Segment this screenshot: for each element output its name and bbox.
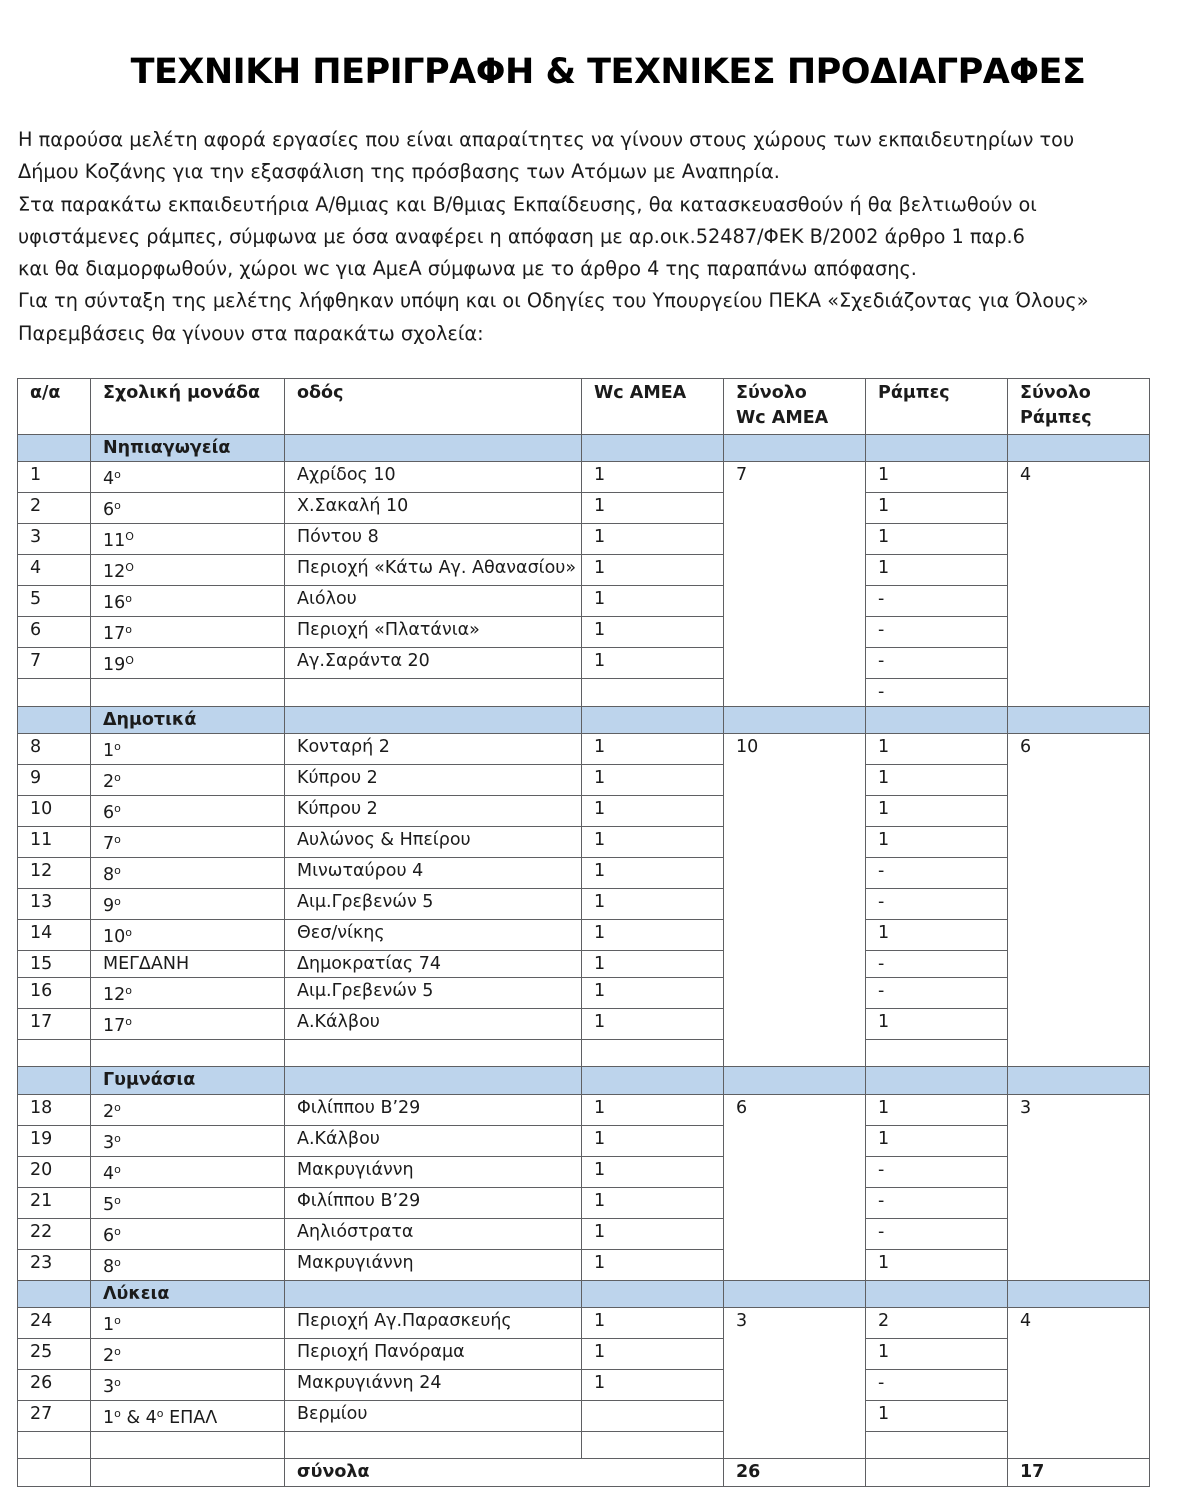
cell-wc <box>582 1401 724 1432</box>
cell-aa: 21 <box>18 1187 91 1218</box>
cell-total-ramps: 4 <box>1008 462 1150 706</box>
cell-street: Περιοχή «Πλατάνια» <box>285 617 582 648</box>
header-ramps: Ράμπες <box>866 379 1008 435</box>
cell-wc: 1 <box>582 1125 724 1156</box>
section-empty-cell <box>866 1067 1008 1094</box>
cell-school: $8^o$ <box>91 1249 285 1280</box>
cell-wc: 1 <box>582 648 724 679</box>
cell-ramps: - <box>866 978 1008 1009</box>
cell-wc: 1 <box>582 1339 724 1370</box>
cell-ramps: 2 <box>866 1308 1008 1339</box>
section-empty-cell <box>1008 1067 1150 1094</box>
cell-ramps: - <box>866 586 1008 617</box>
cell-ramps: - <box>866 648 1008 679</box>
cell-aa: 27 <box>18 1401 91 1432</box>
cell-ramps: 1 <box>866 764 1008 795</box>
intro-paragraph <box>18 124 1179 350</box>
cell-school: $17^o$ <box>91 617 285 648</box>
cell-school: $5^o$ <box>91 1187 285 1218</box>
section-title: Λύκεια <box>91 1280 285 1307</box>
table-row <box>18 679 1150 706</box>
cell-wc: 1 <box>582 586 724 617</box>
cell-school <box>91 1432 285 1459</box>
cell-street: Περιοχή Αγ.Παρασκευής <box>285 1308 582 1339</box>
section-title: Δημοτικά <box>91 706 285 733</box>
cell-street: Περιοχή «Κάτω Αγ. Αθανασίου» <box>285 555 582 586</box>
cell-ramps: 1 <box>866 1094 1008 1125</box>
schools-table <box>17 378 1150 1487</box>
table-row <box>18 617 1150 648</box>
section-row <box>18 435 1150 462</box>
table-row <box>18 1432 1150 1459</box>
section-empty-cell <box>582 706 724 733</box>
table-row <box>18 555 1150 586</box>
cell-aa: 14 <box>18 919 91 950</box>
section-empty-cell <box>285 1280 582 1307</box>
table-row <box>18 1308 1150 1339</box>
cell-aa: 24 <box>18 1308 91 1339</box>
cell-wc <box>582 1040 724 1067</box>
cell-street: Θεσ/νίκης <box>285 919 582 950</box>
table-row <box>18 1218 1150 1249</box>
totals-empty-cell <box>91 1459 285 1486</box>
cell-ramps: 1 <box>866 555 1008 586</box>
cell-aa: 5 <box>18 586 91 617</box>
cell-street <box>285 1040 582 1067</box>
cell-wc: 1 <box>582 733 724 764</box>
cell-ramps: - <box>866 1187 1008 1218</box>
schools-table-container <box>17 378 1150 1487</box>
header-aa: α/α <box>18 379 91 435</box>
cell-total-wc: 7 <box>724 462 866 706</box>
table-row <box>18 1125 1150 1156</box>
cell-school: $9^o$ <box>91 888 285 919</box>
intro-line: Δήμου Κοζάνης για την εξασφάλιση της πρόσβασης των Ατόμων με Αναπηρία. <box>18 160 780 184</box>
cell-street: Μακρυγιάννη 24 <box>285 1370 582 1401</box>
section-empty-cell <box>1008 1280 1150 1307</box>
intro-line: Για τη σύνταξη της μελέτης λήφθηκαν υπόψη και οι Οδηγίες του Υπουργείου ΠΕΚΑ «Σχεδιάζοντας για Όλους» <box>18 289 1089 313</box>
section-empty-cell <box>866 1280 1008 1307</box>
cell-ramps: - <box>866 1156 1008 1187</box>
cell-wc: 1 <box>582 1187 724 1218</box>
cell-school <box>91 1040 285 1067</box>
cell-wc: 1 <box>582 764 724 795</box>
section-empty-cell <box>285 435 582 462</box>
totals-row <box>18 1459 1150 1486</box>
table-row <box>18 648 1150 679</box>
cell-school: $10^o$ <box>91 919 285 950</box>
document-title: ΤΕΧΝΙΚΗ ΠΕΡΙΓΡΑΦΗ & ΤΕΧΝΙΚΕΣ ΠΡΟΔΙΑΓΡΑΦΕΣ <box>130 52 1086 92</box>
table-row <box>18 795 1150 826</box>
section-empty-cell <box>724 1067 866 1094</box>
totals-wc: 26 <box>724 1459 866 1486</box>
cell-street: Κονταρή 2 <box>285 733 582 764</box>
totals-empty-cell <box>866 1459 1008 1486</box>
cell-street: Αγ.Σαράντα 20 <box>285 648 582 679</box>
cell-aa <box>18 1040 91 1067</box>
cell-ramps: 1 <box>866 493 1008 524</box>
cell-ramps: - <box>866 950 1008 977</box>
header-wc: Wc AMEA <box>582 379 724 435</box>
cell-school: $16^o$ <box>91 586 285 617</box>
cell-aa: 18 <box>18 1094 91 1125</box>
cell-wc <box>582 679 724 706</box>
intro-line: Παρεμβάσεις θα γίνουν στα παρακάτω σχολεία: <box>18 321 484 345</box>
cell-school: $19^O$ <box>91 648 285 679</box>
section-empty-cell <box>582 1067 724 1094</box>
cell-street: Κύπρου 2 <box>285 795 582 826</box>
intro-line: Στα παρακάτω εκπαιδευτήρια Α/θμιας και Β/θμιας Εκπαίδευσης, θα κατασκευασθούν ή θα βελτιωθούν οι <box>18 192 1037 216</box>
cell-aa: 16 <box>18 978 91 1009</box>
cell-ramps: 1 <box>866 826 1008 857</box>
cell-wc: 1 <box>582 1009 724 1040</box>
cell-aa: 2 <box>18 493 91 524</box>
cell-street: Φιλίππου Β’29 <box>285 1094 582 1125</box>
section-aa-cell <box>18 1280 91 1307</box>
header-total-wc-line1: Σύνολο <box>736 383 807 403</box>
cell-school: $3^o$ <box>91 1370 285 1401</box>
section-aa-cell <box>18 706 91 733</box>
table-body <box>18 435 1150 1487</box>
cell-aa: 12 <box>18 857 91 888</box>
intro-line: υφιστάμενες ράμπες, σύμφωνα με όσα αναφέρει η απόφαση με αρ.οικ.52487/ΦΕΚ Β/2002 άρθρο 1 παρ.6 <box>18 224 1025 248</box>
cell-total-ramps: 4 <box>1008 1308 1150 1459</box>
cell-ramps: 1 <box>866 1009 1008 1040</box>
cell-aa: 19 <box>18 1125 91 1156</box>
cell-wc: 1 <box>582 1094 724 1125</box>
section-empty-cell <box>1008 706 1150 733</box>
cell-ramps <box>866 1432 1008 1459</box>
cell-aa: 23 <box>18 1249 91 1280</box>
cell-school: $2^o$ <box>91 1094 285 1125</box>
table-header-row <box>18 379 1150 435</box>
cell-ramps: - <box>866 857 1008 888</box>
totals-label: σύνολα <box>285 1459 724 1486</box>
cell-wc: 1 <box>582 1156 724 1187</box>
table-row <box>18 857 1150 888</box>
cell-aa: 26 <box>18 1370 91 1401</box>
section-row <box>18 1280 1150 1307</box>
cell-street: Πόντου 8 <box>285 524 582 555</box>
cell-ramps: - <box>866 888 1008 919</box>
cell-street: Α.Κάλβου <box>285 1009 582 1040</box>
table-row <box>18 524 1150 555</box>
cell-wc: 1 <box>582 1308 724 1339</box>
cell-wc: 1 <box>582 1249 724 1280</box>
cell-street: Αχρίδος 10 <box>285 462 582 493</box>
cell-wc: 1 <box>582 1218 724 1249</box>
cell-street: Κύπρου 2 <box>285 764 582 795</box>
header-total-wc-line2: Wc AMEA <box>736 408 829 428</box>
cell-school: $11^O$ <box>91 524 285 555</box>
cell-aa: 9 <box>18 764 91 795</box>
cell-wc: 1 <box>582 462 724 493</box>
section-empty-cell <box>724 706 866 733</box>
cell-wc: 1 <box>582 978 724 1009</box>
header-total-wc <box>724 379 866 435</box>
cell-street: Δημοκρατίας 74 <box>285 950 582 977</box>
table-row <box>18 1339 1150 1370</box>
cell-wc: 1 <box>582 617 724 648</box>
cell-ramps: 1 <box>866 1401 1008 1432</box>
cell-ramps: 1 <box>866 524 1008 555</box>
cell-school: $6^o$ <box>91 1218 285 1249</box>
cell-wc: 1 <box>582 555 724 586</box>
cell-street: Α.Κάλβου <box>285 1125 582 1156</box>
table-row <box>18 888 1150 919</box>
table-row <box>18 950 1150 977</box>
cell-street: Φιλίππου Β’29 <box>285 1187 582 1218</box>
cell-school: $3^o$ <box>91 1125 285 1156</box>
cell-street: Μινωταύρου 4 <box>285 857 582 888</box>
cell-aa: 4 <box>18 555 91 586</box>
cell-aa: 17 <box>18 1009 91 1040</box>
table-row <box>18 919 1150 950</box>
cell-school: $6^o$ <box>91 493 285 524</box>
table-row <box>18 733 1150 764</box>
cell-aa: 6 <box>18 617 91 648</box>
cell-school: $7^o$ <box>91 826 285 857</box>
section-title: Νηπιαγωγεία <box>91 435 285 462</box>
cell-total-wc: 3 <box>724 1308 866 1459</box>
cell-aa: 3 <box>18 524 91 555</box>
header-total-ramps <box>1008 379 1150 435</box>
table-row <box>18 1187 1150 1218</box>
intro-line: Η παρούσα μελέτη αφορά εργασίες που είναι απαραίτητες να γίνουν στους χώρους των εκπαιδευτηρίων του <box>18 128 1075 151</box>
section-row <box>18 706 1150 733</box>
cell-school: $17^o$ <box>91 1009 285 1040</box>
cell-street: Αυλώνος & Ηπείρου <box>285 826 582 857</box>
cell-school: $4^o$ <box>91 1156 285 1187</box>
cell-school: ΜΕΓΔΑΝΗ <box>91 950 285 977</box>
cell-wc: 1 <box>582 950 724 977</box>
section-empty-cell <box>582 435 724 462</box>
cell-aa: 20 <box>18 1156 91 1187</box>
cell-ramps: - <box>866 617 1008 648</box>
table-row <box>18 493 1150 524</box>
table-row <box>18 1009 1150 1040</box>
cell-aa: 15 <box>18 950 91 977</box>
cell-wc: 1 <box>582 857 724 888</box>
cell-wc <box>582 1432 724 1459</box>
cell-aa: 25 <box>18 1339 91 1370</box>
cell-ramps: 1 <box>866 795 1008 826</box>
table-row <box>18 978 1150 1009</box>
cell-street: Αηλιόστρατα <box>285 1218 582 1249</box>
section-empty-cell <box>866 706 1008 733</box>
cell-ramps: - <box>866 1218 1008 1249</box>
cell-school: $6^o$ <box>91 795 285 826</box>
cell-street: Περιοχή Πανόραμα <box>285 1339 582 1370</box>
table-row <box>18 1040 1150 1067</box>
section-aa-cell <box>18 1067 91 1094</box>
cell-total-ramps: 3 <box>1008 1094 1150 1280</box>
table-row <box>18 1370 1150 1401</box>
totals-empty-cell <box>18 1459 91 1486</box>
section-row <box>18 1067 1150 1094</box>
cell-ramps: 1 <box>866 462 1008 493</box>
section-empty-cell <box>724 435 866 462</box>
cell-wc: 1 <box>582 795 724 826</box>
cell-school: $12^o$ <box>91 978 285 1009</box>
table-row <box>18 586 1150 617</box>
table-row <box>18 1401 1150 1432</box>
cell-wc: 1 <box>582 524 724 555</box>
cell-school: $2^o$ <box>91 1339 285 1370</box>
header-street: οδός <box>285 379 582 435</box>
cell-street: Μακρυγιάννη <box>285 1156 582 1187</box>
cell-street <box>285 679 582 706</box>
cell-ramps: 1 <box>866 919 1008 950</box>
cell-ramps: 1 <box>866 1125 1008 1156</box>
cell-ramps: 1 <box>866 1249 1008 1280</box>
cell-school: $1^o$ <box>91 1308 285 1339</box>
cell-aa <box>18 1432 91 1459</box>
cell-aa: 7 <box>18 648 91 679</box>
cell-wc: 1 <box>582 493 724 524</box>
cell-ramps: - <box>866 679 1008 706</box>
cell-wc: 1 <box>582 1370 724 1401</box>
intro-line: και θα διαμορφωθούν, χώροι wc για ΑμεΑ σύμφωνα με το άρθρο 4 της παραπάνω απόφασης. <box>18 257 917 281</box>
section-empty-cell <box>582 1280 724 1307</box>
section-title: Γυμνάσια <box>91 1067 285 1094</box>
section-empty-cell <box>866 435 1008 462</box>
cell-school <box>91 679 285 706</box>
cell-aa: 10 <box>18 795 91 826</box>
cell-ramps: 1 <box>866 733 1008 764</box>
table-row <box>18 764 1150 795</box>
cell-ramps: 1 <box>866 1339 1008 1370</box>
cell-street: Βερμίου <box>285 1401 582 1432</box>
cell-total-ramps: 6 <box>1008 733 1150 1067</box>
cell-school: $2^o$ <box>91 764 285 795</box>
cell-school: $4^o$ <box>91 462 285 493</box>
cell-wc: 1 <box>582 826 724 857</box>
totals-ramps: 17 <box>1008 1459 1150 1486</box>
cell-school: $1^o$ & $4^o$ ΕΠΑΛ <box>91 1401 285 1432</box>
table-row <box>18 826 1150 857</box>
table-row <box>18 1094 1150 1125</box>
cell-wc: 1 <box>582 888 724 919</box>
cell-aa: 1 <box>18 462 91 493</box>
section-empty-cell <box>285 1067 582 1094</box>
cell-street: Μακρυγιάννη <box>285 1249 582 1280</box>
cell-ramps <box>866 1040 1008 1067</box>
cell-aa <box>18 679 91 706</box>
section-empty-cell <box>285 706 582 733</box>
cell-aa: 11 <box>18 826 91 857</box>
cell-street: Αιμ.Γρεβενών 5 <box>285 978 582 1009</box>
cell-street: Χ.Σακαλή 10 <box>285 493 582 524</box>
header-total-ramps-line2: Ράμπες <box>1020 408 1092 428</box>
table-row <box>18 1156 1150 1187</box>
table-row <box>18 1249 1150 1280</box>
cell-street <box>285 1432 582 1459</box>
cell-aa: 8 <box>18 733 91 764</box>
cell-school: $8^o$ <box>91 857 285 888</box>
header-school: Σχολική μονάδα <box>91 379 285 435</box>
cell-street: Αιμ.Γρεβενών 5 <box>285 888 582 919</box>
table-row <box>18 462 1150 493</box>
cell-total-wc: 6 <box>724 1094 866 1280</box>
cell-aa: 13 <box>18 888 91 919</box>
section-aa-cell <box>18 435 91 462</box>
cell-aa: 22 <box>18 1218 91 1249</box>
section-empty-cell <box>724 1280 866 1307</box>
cell-street: Αιόλου <box>285 586 582 617</box>
header-total-ramps-line1: Σύνολο <box>1020 383 1091 403</box>
cell-school: $12^O$ <box>91 555 285 586</box>
section-empty-cell <box>1008 435 1150 462</box>
cell-wc: 1 <box>582 919 724 950</box>
cell-ramps: - <box>866 1370 1008 1401</box>
cell-school: $1^o$ <box>91 733 285 764</box>
cell-total-wc: 10 <box>724 733 866 1067</box>
